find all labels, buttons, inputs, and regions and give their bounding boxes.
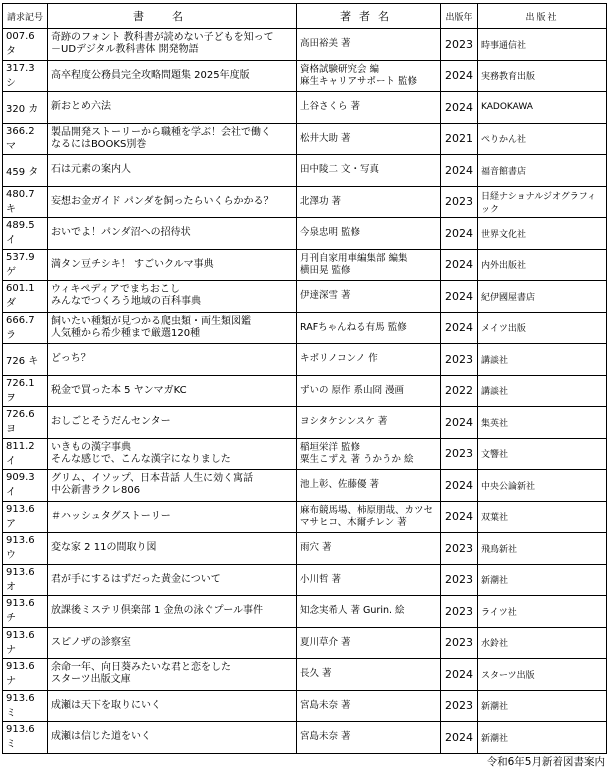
year-cell: 2024 — [441, 92, 478, 124]
call-number-cell: 459 タ — [3, 155, 48, 187]
author-cell: 宮島未奈 著 — [297, 722, 441, 754]
call-number-cell: 320 カ — [3, 92, 48, 124]
title-cell: ウィキペディアでまちおこし みんなでつくろう地域の百科事典 — [48, 281, 297, 313]
year-cell: 2023 — [441, 627, 478, 659]
publisher-cell: 水鈴社 — [478, 627, 607, 659]
title-cell: 余命一年、向日葵みたいな君と恋をした スターツ出版文庫 — [48, 659, 297, 691]
table-row — [3, 659, 607, 691]
year-cell: 2023 — [441, 596, 478, 628]
call-number-cell: 913.6 ミ — [3, 690, 48, 722]
author-cell: 北澤功 著 — [297, 186, 441, 218]
title-cell: おしごとそうだんセンター — [48, 407, 297, 439]
year-cell: 2023 — [441, 533, 478, 565]
publisher-cell: 新潮社 — [478, 690, 607, 722]
publisher-cell: ぺりかん社 — [478, 123, 607, 155]
title-cell: グリム、イソップ、日本昔話 人生に効く寓話 中公新書ラクレ806 — [48, 470, 297, 502]
new-books-table — [2, 3, 607, 754]
header-year: 出版年 — [441, 4, 478, 29]
call-number-cell: 366.2 マ — [3, 123, 48, 155]
publisher-cell: 双葉社 — [478, 501, 607, 533]
call-number-cell: 480.7 キ — [3, 186, 48, 218]
header-author: 著者名 — [297, 4, 441, 29]
publisher-cell: 世界文化社 — [478, 218, 607, 250]
author-cell: 麻布競馬場、柿原朋哉、カツセ マサヒコ、木爾チレン 著 — [297, 501, 441, 533]
table-row — [3, 60, 607, 92]
author-cell: 宮島未奈 著 — [297, 690, 441, 722]
year-cell: 2021 — [441, 123, 478, 155]
title-cell: 税金で買った本 5 ヤンマガKC — [48, 375, 297, 407]
table-row — [3, 312, 607, 344]
year-cell: 2024 — [441, 722, 478, 754]
table-row — [3, 249, 607, 281]
publisher-cell: スターツ出版 — [478, 659, 607, 691]
call-number-cell: 913.6 ナ — [3, 659, 48, 691]
call-number-cell: 666.7 ラ — [3, 312, 48, 344]
year-cell: 2023 — [441, 186, 478, 218]
year-cell: 2024 — [441, 281, 478, 313]
year-cell: 2024 — [441, 249, 478, 281]
table-row — [3, 533, 607, 565]
publisher-cell: 福音館書店 — [478, 155, 607, 187]
title-cell: どっち？ — [48, 344, 297, 376]
year-cell: 2023 — [441, 438, 478, 470]
header-publisher: 出版社 — [478, 4, 607, 29]
year-cell: 2024 — [441, 218, 478, 250]
title-cell: いきもの漢字事典 そんな感じで、こんな漢字になりました — [48, 438, 297, 470]
author-cell: ヨシタケシンスケ 著 — [297, 407, 441, 439]
header-call-number: 請求記号 — [3, 4, 48, 29]
call-number-cell: 726.6 ヨ — [3, 407, 48, 439]
table-row — [3, 375, 607, 407]
author-cell: 伊達深雪 著 — [297, 281, 441, 313]
year-cell: 2024 — [441, 470, 478, 502]
table-row — [3, 596, 607, 628]
publisher-cell: 内外出版社 — [478, 249, 607, 281]
title-cell: 飼いたい種類が見つかる爬虫類・両生類図鑑 人気種から希少種まで厳選120種 — [48, 312, 297, 344]
year-cell: 2024 — [441, 501, 478, 533]
table-row — [3, 92, 607, 124]
year-cell: 2023 — [441, 564, 478, 596]
table-row — [3, 722, 607, 754]
table-row — [3, 29, 607, 61]
title-cell: 奇跡のフォント 教科書が読めない子どもを知って －UDデジタル教科書体 開発物語 — [48, 29, 297, 61]
year-cell: 2024 — [441, 312, 478, 344]
author-cell: 長久 著 — [297, 659, 441, 691]
author-cell: 夏川草介 著 — [297, 627, 441, 659]
year-cell: 2023 — [441, 690, 478, 722]
author-cell: 池上彰、佐藤優 著 — [297, 470, 441, 502]
table-row — [3, 470, 607, 502]
title-cell: 成瀬は信じた道をいく — [48, 722, 297, 754]
table-row — [3, 218, 607, 250]
title-cell: 君が手にするはずだった黄金について — [48, 564, 297, 596]
title-cell: 新おとめ六法 — [48, 92, 297, 124]
publisher-cell: メイツ出版 — [478, 312, 607, 344]
call-number-cell: 726 キ — [3, 344, 48, 376]
table-row — [3, 501, 607, 533]
publisher-cell: 集英社 — [478, 407, 607, 439]
call-number-cell: 909.3 イ — [3, 470, 48, 502]
year-cell: 2022 — [441, 375, 478, 407]
author-cell: 今泉忠明 監修 — [297, 218, 441, 250]
call-number-cell: 489.5 イ — [3, 218, 48, 250]
year-cell: 2024 — [441, 155, 478, 187]
author-cell: 上谷さくら 著 — [297, 92, 441, 124]
author-cell: 月刊自家用車編集部 編集 横田晃 監修 — [297, 249, 441, 281]
author-cell: 資格試験研究会 編 麻生キャリアサポート 監修 — [297, 60, 441, 92]
title-cell: 製品開発ストーリーから職種を学ぶ！会社で働く なるにはBOOKS別巻 — [48, 123, 297, 155]
year-cell: 2024 — [441, 407, 478, 439]
publisher-cell: 新潮社 — [478, 564, 607, 596]
table-row — [3, 407, 607, 439]
call-number-cell: 726.1 ヲ — [3, 375, 48, 407]
publisher-cell: 文響社 — [478, 438, 607, 470]
author-cell: キボリノコンノ 作 — [297, 344, 441, 376]
year-cell: 2024 — [441, 659, 478, 691]
title-cell: 成瀬は天下を取りにいく — [48, 690, 297, 722]
call-number-cell: 913.6 ア — [3, 501, 48, 533]
table-row — [3, 627, 607, 659]
publisher-cell: 実務教育出版 — [478, 60, 607, 92]
author-cell: 知念実希人 著 Gurin. 絵 — [297, 596, 441, 628]
author-cell: 小川哲 著 — [297, 564, 441, 596]
publisher-cell: 講談社 — [478, 344, 607, 376]
author-cell: 田中陵二 文・写真 — [297, 155, 441, 187]
author-cell: 松井大助 著 — [297, 123, 441, 155]
publisher-cell: 紀伊國屋書店 — [478, 281, 607, 313]
publisher-cell: 中央公論新社 — [478, 470, 607, 502]
table-row — [3, 123, 607, 155]
publisher-cell: ライツ社 — [478, 596, 607, 628]
table-row — [3, 438, 607, 470]
publisher-cell: 講談社 — [478, 375, 607, 407]
call-number-cell: 913.6 オ — [3, 564, 48, 596]
call-number-cell: 913.6 ウ — [3, 533, 48, 565]
call-number-cell: 913.6 チ — [3, 596, 48, 628]
call-number-cell: 601.1 ダ — [3, 281, 48, 313]
publisher-cell: 新潮社 — [478, 722, 607, 754]
year-cell: 2024 — [441, 60, 478, 92]
author-cell: 稲垣栄洋 監修 粟生こずえ 著 うかうか 絵 — [297, 438, 441, 470]
call-number-cell: 913.6 ナ — [3, 627, 48, 659]
publisher-cell: 飛鳥新社 — [478, 533, 607, 565]
title-cell: 妄想お金ガイド パンダを飼ったらいくらかかる？ — [48, 186, 297, 218]
title-cell: 変な家 2 11の間取り図 — [48, 533, 297, 565]
table-header-row — [3, 4, 607, 29]
publisher-cell: 日経ナショナルジオグラフィック — [478, 186, 607, 218]
year-cell: 2023 — [441, 344, 478, 376]
title-cell: 満タン豆チシキ！ すごいクルマ事典 — [48, 249, 297, 281]
author-cell: ずいの 原作 系山冏 漫画 — [297, 375, 441, 407]
title-cell: スピノザの診察室 — [48, 627, 297, 659]
author-cell: RAFちゃんねる有馬 監修 — [297, 312, 441, 344]
call-number-cell: 537.9 ゲ — [3, 249, 48, 281]
publisher-cell: KADOKAWA — [478, 92, 607, 124]
table-row — [3, 564, 607, 596]
call-number-cell: 007.6 タ — [3, 29, 48, 61]
table-row — [3, 690, 607, 722]
title-cell: 放課後ミステリ倶楽部 1 金魚の泳ぐプール事件 — [48, 596, 297, 628]
table-row — [3, 344, 607, 376]
call-number-cell: 811.2 イ — [3, 438, 48, 470]
author-cell: 雨穴 著 — [297, 533, 441, 565]
title-cell: おいでよ！パンダ沼への招待状 — [48, 218, 297, 250]
title-cell: 高卒程度公務員完全攻略問題集 2025年度版 — [48, 60, 297, 92]
title-cell: 石は元素の案内人 — [48, 155, 297, 187]
author-cell: 高田裕美 著 — [297, 29, 441, 61]
header-title: 書名 — [48, 4, 297, 29]
call-number-cell: 913.6 ミ — [3, 722, 48, 754]
publisher-cell: 時事通信社 — [478, 29, 607, 61]
table-row — [3, 186, 607, 218]
table-row — [3, 281, 607, 313]
table-row — [3, 155, 607, 187]
year-cell: 2023 — [441, 29, 478, 61]
footer-note: 令和6年5月新着図書案内 — [486, 756, 605, 768]
title-cell: ＃ハッシュタグストーリー — [48, 501, 297, 533]
call-number-cell: 317.3 シ — [3, 60, 48, 92]
